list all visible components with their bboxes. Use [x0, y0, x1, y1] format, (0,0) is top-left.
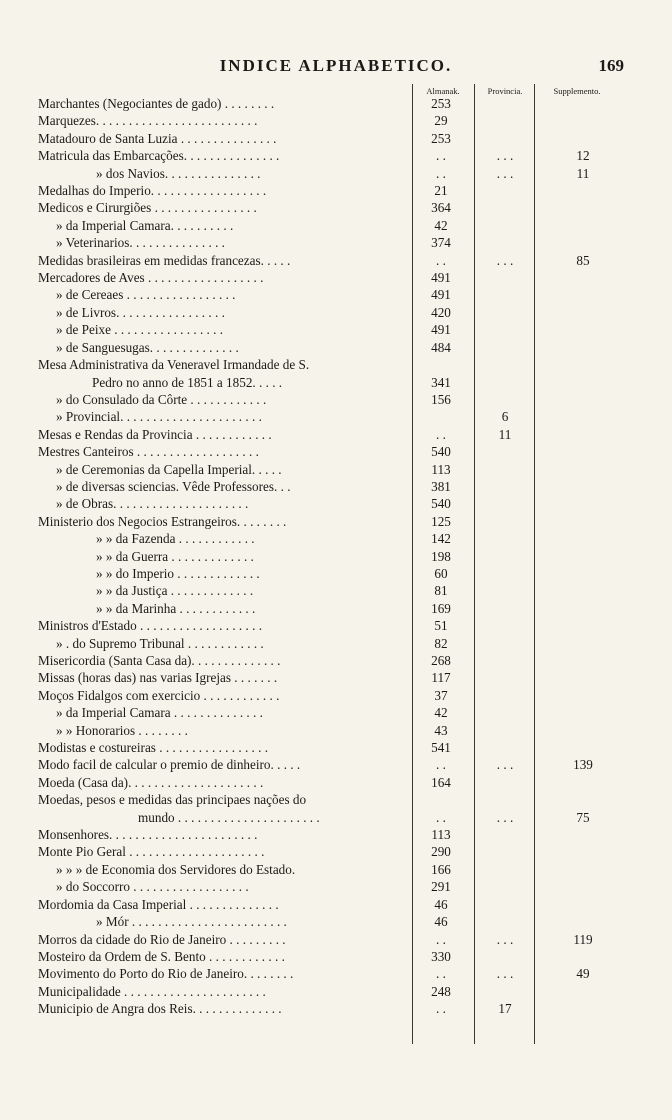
- entry-almanak-page: 46: [434, 914, 448, 930]
- entry-label: Missas (horas das) nas varias Igrejas . . . . . . .: [38, 670, 278, 686]
- index-entry: [38, 913, 672, 930]
- entry-almanak-page: 113: [431, 461, 451, 477]
- entry-label: Matricula das Embarcações. . . . . . . . . . . . . . .: [38, 148, 280, 164]
- index-entry: [38, 617, 672, 634]
- index-entry: [38, 582, 672, 599]
- entry-almanak-page: 491: [431, 322, 451, 338]
- index-entry: [38, 548, 672, 565]
- entry-almanak-page: 81: [434, 583, 448, 599]
- entry-almanak-page: 169: [431, 600, 451, 616]
- entry-almanak-page: 82: [434, 635, 448, 651]
- entry-supplemento-page: 119: [573, 931, 593, 947]
- index-entry: [38, 234, 672, 251]
- index-entry: [38, 252, 672, 269]
- index-entry: [38, 739, 672, 756]
- entry-label: » » da Marinha . . . . . . . . . . . .: [96, 600, 256, 616]
- column-header-supplemento: Supplemento.: [553, 86, 601, 96]
- entry-label: » Mór . . . . . . . . . . . . . . . . . . . . . . . .: [96, 914, 287, 930]
- index-entry: [38, 931, 672, 948]
- entry-almanak-page: 46: [434, 896, 448, 912]
- page-number: 169: [598, 56, 624, 75]
- column-header-almanak: Almanak.: [426, 86, 460, 96]
- entry-almanak-page: . .: [436, 931, 446, 947]
- index-entry: [38, 130, 672, 147]
- entry-label: » da Imperial Camara. . . . . . . . . .: [56, 217, 234, 233]
- entry-label: Moços Fidalgos com exercicio . . . . . . . . . . . .: [38, 687, 280, 703]
- entry-almanak-page: 540: [431, 444, 451, 460]
- index-entry: [38, 513, 672, 530]
- entry-label: Modo facil de calcular o premio de dinheiro. . . . .: [38, 757, 301, 773]
- index-entry: [38, 652, 672, 669]
- index-entry: [38, 843, 672, 860]
- entry-provincia-page: 17: [498, 1001, 512, 1017]
- entry-almanak-page: 541: [431, 740, 451, 756]
- entry-supplemento-page: 139: [573, 757, 593, 773]
- entry-supplemento-page: 12: [576, 148, 590, 164]
- entry-label: » » » de Economia dos Servidores do Estado.: [56, 861, 296, 877]
- entry-almanak-page: 253: [431, 96, 451, 111]
- entry-supplemento-page: 11: [576, 165, 590, 181]
- column-header-provincia: Provincia.: [487, 86, 523, 96]
- index-entry: [38, 965, 672, 982]
- entry-almanak-page: 364: [431, 200, 451, 216]
- entry-almanak-page: 43: [434, 722, 448, 738]
- entry-almanak-page: 253: [431, 130, 451, 146]
- index-entry: [38, 809, 672, 826]
- index-entry: [38, 147, 672, 164]
- entry-label: Moedas, pesos e medidas das principaes nações do: [38, 792, 307, 808]
- entry-label: Municipalidade . . . . . . . . . . . . . . . . . . . . . .: [38, 983, 266, 999]
- entry-almanak-page: 164: [431, 774, 451, 790]
- index-entries: [38, 95, 672, 1018]
- entry-almanak-page: 198: [431, 548, 451, 564]
- index-entry: [38, 478, 672, 495]
- entry-label: Monsenhores. . . . . . . . . . . . . . . . . . . . . . .: [38, 827, 258, 843]
- entry-provincia-page: . . .: [496, 252, 514, 268]
- entry-almanak-page: 290: [431, 844, 451, 860]
- entry-label: » Veterinarios. . . . . . . . . . . . . . .: [56, 235, 225, 251]
- entry-label: Municipio de Angra dos Reis. . . . . . . . . . . . . .: [38, 1001, 282, 1017]
- entry-provincia-page: . . .: [496, 809, 514, 825]
- index-entry: [38, 600, 672, 617]
- entry-label: » » da Justiça . . . . . . . . . . . . .: [96, 583, 254, 599]
- index-entry: [38, 565, 672, 582]
- entry-almanak-page: 117: [431, 670, 451, 686]
- index-entry: [38, 321, 672, 338]
- index-entry: [38, 408, 672, 425]
- entry-label: » de Sanguesugas. . . . . . . . . . . . . .: [56, 339, 239, 355]
- entry-almanak-page: . .: [436, 966, 446, 982]
- entry-almanak-page: 21: [434, 183, 448, 199]
- entry-almanak-page: 51: [434, 618, 448, 634]
- entry-almanak-page: 42: [434, 705, 448, 721]
- entry-supplemento-page: 49: [576, 966, 590, 982]
- entry-label: Monte Pio Geral . . . . . . . . . . . . . . . . . . . . .: [38, 844, 265, 860]
- entry-almanak-page: . .: [436, 148, 446, 164]
- entry-provincia-page: . . .: [496, 148, 514, 164]
- entry-almanak-page: 540: [431, 496, 451, 512]
- index-entry: [38, 304, 672, 321]
- entry-label: » de Cereaes . . . . . . . . . . . . . . . . .: [56, 287, 236, 303]
- entry-almanak-page: 156: [431, 391, 451, 407]
- entry-almanak-page: 248: [431, 983, 451, 999]
- entry-almanak-page: 60: [434, 565, 448, 581]
- entry-label: » de Livros. . . . . . . . . . . . . . . . .: [56, 304, 225, 320]
- entry-label: Marchantes (Negociantes de gado) . . . . . . . .: [38, 96, 275, 111]
- entry-label: Ministros d'Estado . . . . . . . . . . . . . . . . . . .: [38, 618, 263, 634]
- index-entry: [38, 165, 672, 182]
- entry-label: » de diversas sciencias. Vêde Professores. . .: [56, 478, 291, 494]
- entry-label: Misericordia (Santa Casa da). . . . . . . . . . . . . .: [38, 653, 281, 668]
- entry-label: » . do Supremo Tribunal . . . . . . . . . . . .: [56, 635, 264, 651]
- index-entry: [38, 896, 672, 913]
- entry-almanak-page: 484: [431, 339, 451, 355]
- entry-almanak-page: 330: [431, 948, 451, 964]
- entry-label: » » Honorarios . . . . . . . .: [56, 722, 188, 738]
- entry-label: Mesas e Rendas da Provincia . . . . . . . . . . . .: [38, 426, 272, 442]
- entry-label: Mestres Canteiros . . . . . . . . . . . . . . . . . . .: [38, 444, 259, 460]
- entry-label: » de Obras. . . . . . . . . . . . . . . . . . . . .: [56, 496, 249, 512]
- entry-provincia-page: 11: [498, 426, 512, 442]
- entry-label: » do Soccorro . . . . . . . . . . . . . . . . . .: [56, 879, 249, 895]
- entry-almanak-page: 291: [431, 879, 451, 895]
- entry-label: Morros da cidade do Rio de Janeiro . . . . . . . . .: [38, 931, 286, 947]
- entry-almanak-page: 29: [434, 113, 448, 129]
- index-entry: [38, 756, 672, 773]
- entry-provincia-page: . . .: [496, 757, 514, 773]
- entry-almanak-page: 491: [431, 287, 451, 303]
- entry-almanak-page: 491: [431, 270, 451, 286]
- index-entry: [38, 791, 672, 808]
- entry-label: » de Peixe . . . . . . . . . . . . . . . . .: [56, 322, 224, 338]
- index-entry: [38, 391, 672, 408]
- index-entry: [38, 269, 672, 286]
- entry-almanak-page: 142: [431, 531, 451, 547]
- entry-almanak-page: 166: [431, 861, 451, 877]
- entry-label: Moeda (Casa da). . . . . . . . . . . . . . . . . . . . .: [38, 774, 264, 790]
- entry-almanak-page: . .: [436, 426, 446, 442]
- index-entry: [38, 687, 672, 704]
- index-entry: [38, 95, 672, 112]
- index-entry: [38, 635, 672, 652]
- index-entry: [38, 356, 672, 373]
- entry-label: Mesa Administrativa da Veneravel Irmandade de S.: [38, 357, 310, 373]
- entry-label: » » da Guerra . . . . . . . . . . . . .: [96, 548, 254, 564]
- index-entry: [38, 461, 672, 478]
- index-entry: [38, 669, 672, 686]
- entry-label: » » do Imperio . . . . . . . . . . . . .: [96, 565, 260, 581]
- entry-label: » da Imperial Camara . . . . . . . . . . . . . .: [56, 705, 263, 721]
- entry-almanak-page: 381: [431, 478, 451, 494]
- index-entry: [38, 704, 672, 721]
- index-entry: [38, 112, 672, 129]
- entry-almanak-page: 341: [431, 374, 451, 390]
- entry-supplemento-page: 75: [576, 809, 590, 825]
- entry-label: » » da Fazenda . . . . . . . . . . . .: [96, 531, 255, 547]
- index-entry: [38, 286, 672, 303]
- index-entry: [38, 530, 672, 547]
- entry-almanak-page: 125: [431, 513, 451, 529]
- entry-provincia-page: . . .: [496, 966, 514, 982]
- entry-provincia-page: . . .: [496, 931, 514, 947]
- entry-label: Medidas brasileiras em medidas francezas. . . . .: [38, 252, 291, 268]
- entry-label: Medicos e Cirurgiões . . . . . . . . . . . . . . . .: [38, 200, 257, 216]
- index-entry: [38, 199, 672, 216]
- index-entry: [38, 861, 672, 878]
- index-entry: [38, 443, 672, 460]
- entry-supplemento-page: 85: [576, 252, 590, 268]
- index-entry: [38, 983, 672, 1000]
- index-entry: [38, 182, 672, 199]
- entry-label: » dos Navios. . . . . . . . . . . . . . .: [96, 165, 261, 181]
- entry-almanak-page: . .: [436, 252, 446, 268]
- entry-label: Mordomia da Casa Imperial . . . . . . . . . . . . . .: [38, 896, 279, 912]
- index-entry: [38, 217, 672, 234]
- entry-label: » do Consulado da Côrte . . . . . . . . . . . .: [56, 391, 267, 407]
- entry-label: Movimento do Porto do Rio de Janeiro. . . . . . . .: [38, 966, 294, 982]
- entry-almanak-page: 420: [431, 304, 451, 320]
- index-entry: [38, 826, 672, 843]
- entry-label: Modistas e costureiras . . . . . . . . . . . . . . . . .: [38, 740, 269, 756]
- index-entry: [38, 426, 672, 443]
- entry-almanak-page: . .: [436, 809, 446, 825]
- index-entry: [38, 878, 672, 895]
- entry-label: Ministerio dos Negocios Estrangeiros. . . . . . . .: [38, 513, 287, 529]
- entry-label: Medalhas do Imperio. . . . . . . . . . . . . . . . . .: [38, 183, 267, 199]
- entry-almanak-page: 268: [431, 653, 451, 668]
- entry-label: » Provincial. . . . . . . . . . . . . . . . . . . . . .: [56, 409, 262, 425]
- entry-label: » de Ceremonias da Capella Imperial. . . . .: [56, 461, 282, 477]
- entry-almanak-page: . .: [436, 757, 446, 773]
- index-entry: [38, 722, 672, 739]
- entry-label: Marquezes. . . . . . . . . . . . . . . . . . . . . . . . .: [38, 113, 258, 129]
- index-entry: [38, 339, 672, 356]
- entry-almanak-page: 42: [434, 217, 448, 233]
- entry-almanak-page: 37: [434, 687, 448, 703]
- entry-provincia-page: . . .: [496, 165, 514, 181]
- index-entry: [38, 774, 672, 791]
- entry-provincia-page: 6: [501, 409, 509, 425]
- entry-almanak-page: . .: [436, 1001, 446, 1017]
- entry-almanak-page: 113: [431, 827, 451, 843]
- entry-label: Mercadores de Aves . . . . . . . . . . . . . . . . . .: [38, 270, 264, 286]
- entry-label: mundo . . . . . . . . . . . . . . . . . . . . . .: [138, 809, 320, 825]
- entry-almanak-page: . .: [436, 165, 446, 181]
- index-entry: [38, 1000, 672, 1017]
- entry-label: Pedro no anno de 1851 a 1852. . . . .: [92, 374, 283, 390]
- entry-label: Matadouro de Santa Luzia . . . . . . . . . . . . . . .: [38, 130, 277, 146]
- index-entry: [38, 374, 672, 391]
- index-entry: [38, 948, 672, 965]
- entry-almanak-page: 374: [431, 235, 451, 251]
- entry-label: Mosteiro da Ordem de S. Bento . . . . . . . . . . . .: [38, 948, 285, 964]
- index-entry: [38, 495, 672, 512]
- page-title: INDICE ALPHABETICO.: [219, 56, 453, 75]
